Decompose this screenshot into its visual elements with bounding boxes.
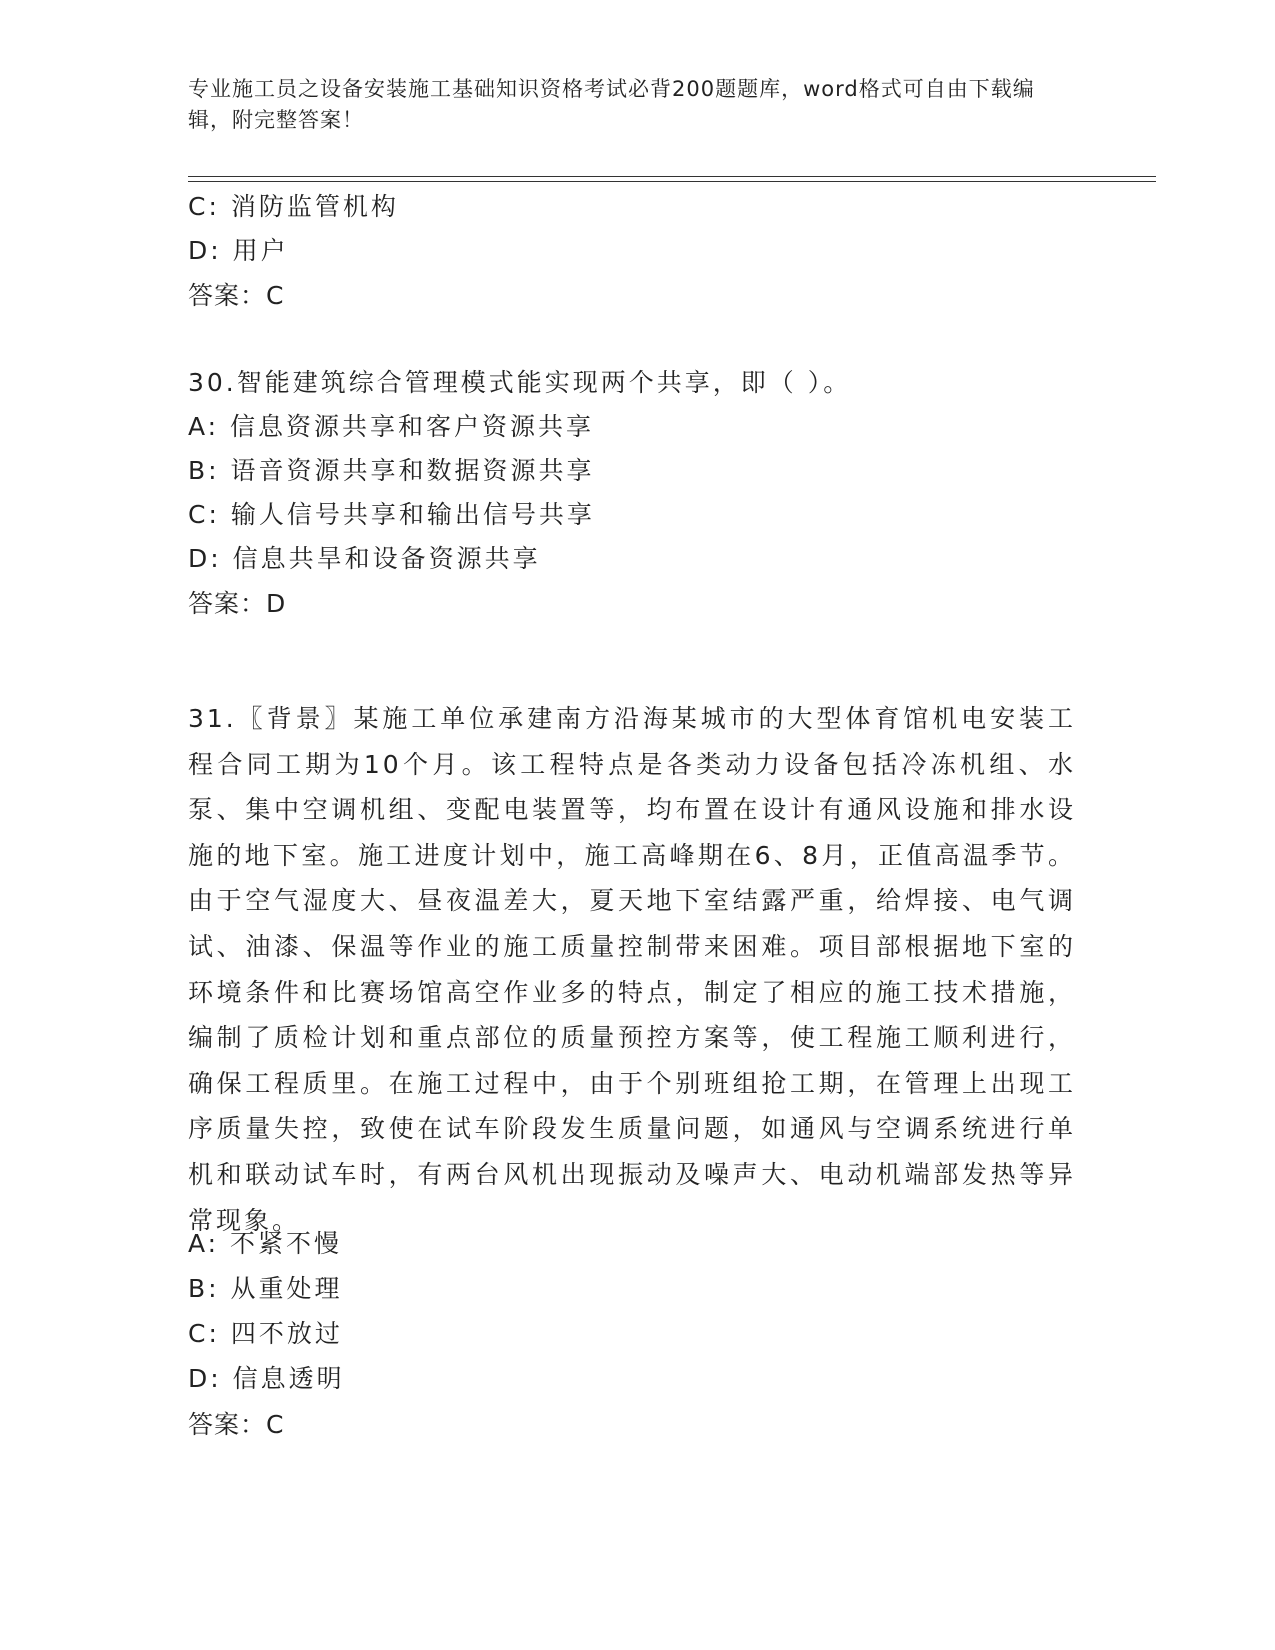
q31-option-a: A: 不紧不慢 — [188, 1229, 343, 1258]
document-header: 专业施工员之设备安装施工基础知识资格考试必背200题题库，word格式可自由下载编辑，附完整答案！ — [188, 77, 1035, 132]
q30-option-b: B: 语音资源共享和数据资源共享 — [188, 456, 595, 485]
q30-option-a: A: 信息资源共享和客户资源共享 — [188, 412, 595, 441]
q30-option-d: D: 信息共旱和设备资源共享 — [188, 544, 541, 573]
q30-option-c: C: 输人信号共享和输出信号共享 — [188, 500, 595, 529]
q29-answer: 答案：C — [188, 281, 285, 310]
header-divider-top — [188, 176, 1156, 177]
q31-option-b: B: 从重处理 — [188, 1274, 343, 1303]
q29-option-d: D: 用户 — [188, 236, 289, 265]
q31-answer: 答案：C — [188, 1410, 285, 1439]
header-divider-bottom — [188, 181, 1156, 182]
q31-option-c: C: 四不放过 — [188, 1319, 343, 1348]
q30-question: 30.智能建筑综合管理模式能实现两个共享，即（ ）。 — [188, 368, 852, 397]
q30-answer: 答案：D — [188, 589, 287, 618]
q31-question: 31.〖背景〗某施工单位承建南方沿海某城市的大型体育馆机电安装工程合同工期为10个月。该工程特点是各类动力设备包括冷冻机组、水泵、集中空调机组、变配电装置等，均布置在设计有通风设施和排水设施的地下室。施工进度计划中，施工高峰期在6、8月，正值高温季节。由于空气湿度大、昼夜温差大，夏天地下室结露严重，给焊接、电气调试、油漆、保温等作业的施工质量控制带来困难。项目部根据地下室的环境条件和比赛场馆高空作业多的特点，制定了相应的施工技术措施，编制了质检计划和重点部位的质量预控方案等，使工程施工顺利进行，确保工程质里。在施工过程中，由于个别班组抢工期，在管理上出现工序质量失控，致使在试车阶段发生质量问题，如通风与空调系统进行单机和联动试车时，有两台风机出现振动及噪声大、电动机端部发热等异常现象。 — [188, 704, 1076, 1235]
q29-option-c: C: 消防监管机构 — [188, 192, 399, 221]
q31-option-d: D: 信息透明 — [188, 1364, 345, 1393]
